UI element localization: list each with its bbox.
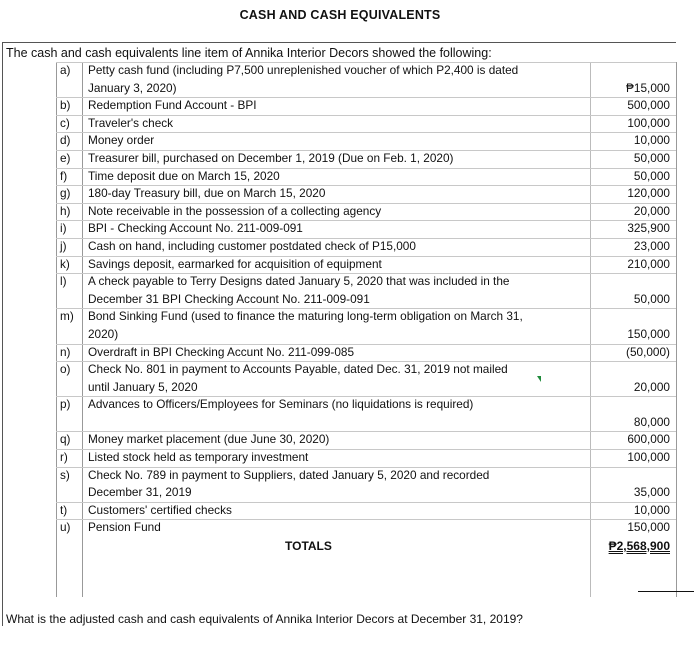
item-description: Money market placement (due June 30, 2020)	[88, 432, 330, 447]
item-amount: 50,000	[633, 168, 670, 183]
table-row	[0, 168, 676, 186]
totals-row	[0, 537, 676, 555]
item-description: Petty cash fund (including P7,500 unreplenished voucher of which P2,400 is dated January 3, 2020)	[88, 63, 519, 95]
item-label: c)	[60, 115, 70, 130]
item-description: Note receivable in the possession of a collecting agency	[88, 203, 382, 218]
item-description: 180-day Treasury bill, due on March 15, 2020	[88, 186, 326, 201]
table-row	[0, 449, 676, 467]
totals-amount: ₱2,568,900	[608, 539, 670, 554]
table-row	[0, 220, 676, 238]
table-row	[0, 361, 676, 396]
table-row	[0, 344, 676, 362]
table-row	[0, 431, 676, 449]
item-label: u)	[60, 520, 71, 535]
item-label: e)	[60, 150, 71, 165]
item-label: q)	[60, 432, 71, 447]
total-underline	[638, 591, 694, 592]
item-label: k)	[60, 256, 70, 271]
item-label: l)	[60, 274, 67, 289]
item-label: t)	[60, 502, 68, 517]
column-divider	[676, 62, 677, 597]
item-amount: 600,000	[627, 432, 670, 447]
question-text: What is the adjusted cash and cash equivalents of Annika Interior Decors at December 31, 2019?	[6, 612, 523, 626]
item-description: Pension Fund	[88, 520, 161, 535]
table-row	[0, 256, 676, 274]
item-amount: 23,000	[633, 238, 670, 253]
item-amount: (50,000)	[626, 344, 670, 359]
item-label: i)	[60, 221, 67, 236]
item-amount: ₱15,000	[626, 80, 670, 95]
table-row	[0, 502, 676, 520]
item-amount: 80,000	[633, 414, 670, 429]
item-amount: 10,000	[633, 133, 670, 148]
item-amount: 150,000	[627, 520, 670, 535]
item-description: Check No. 789 in payment to Suppliers, dated January 5, 2020 and recorded December 31, 2019	[88, 467, 490, 500]
item-description: Time deposit due on March 15, 2020	[88, 168, 280, 183]
table-row	[0, 203, 676, 221]
table-row	[0, 185, 676, 203]
intro-text: The cash and cash equivalents line item of Annika Interior Decors showed the following:	[6, 46, 492, 60]
item-amount: 100,000	[627, 450, 670, 465]
table-row	[0, 238, 676, 256]
item-description: Redemption Fund Account - BPI	[88, 98, 257, 113]
item-label: m)	[60, 309, 74, 324]
table-row	[0, 150, 676, 168]
item-amount: 100,000	[627, 115, 670, 130]
item-amount: 20,000	[633, 203, 670, 218]
item-description: Treasurer bill, purchased on December 1, 2019 (Due on Feb. 1, 2020)	[88, 150, 454, 165]
item-amount: 35,000	[633, 485, 670, 500]
item-label: p)	[60, 397, 71, 412]
item-description: Traveler's check	[88, 115, 174, 130]
table-top-border	[2, 42, 676, 43]
table-row	[0, 132, 676, 150]
item-label: h)	[60, 203, 71, 218]
table-row	[0, 396, 676, 431]
table-row	[0, 273, 676, 308]
item-label: a)	[60, 63, 71, 77]
table-row	[0, 519, 676, 537]
item-amount: 50,000	[633, 150, 670, 165]
item-description: A check payable to Terry Designs dated January 5, 2020 that was included in the December 31 BPI Checking Account No. 211-009-091	[88, 274, 510, 306]
table-row	[0, 115, 676, 133]
item-description: BPI - Checking Account No. 211-009-091	[88, 221, 303, 236]
totals-label: TOTALS	[285, 539, 332, 554]
item-label: b)	[60, 98, 71, 113]
table-row	[0, 62, 676, 97]
item-description: Customers' certified checks	[88, 502, 232, 517]
item-amount: 50,000	[633, 291, 670, 306]
item-label: o)	[60, 362, 71, 377]
item-label: j)	[60, 238, 67, 253]
item-amount: 20,000	[633, 379, 670, 394]
item-amount: 210,000	[627, 256, 670, 271]
item-amount: 500,000	[627, 98, 670, 113]
item-description: Advances to Officers/Employees for Seminars (no liquidations is required)	[88, 397, 474, 412]
item-description: Check No. 801 in payment to Accounts Payable, dated Dec. 31, 2019 not mailed until January 5, 2020	[88, 362, 508, 394]
item-amount: 150,000	[627, 326, 670, 341]
item-label: r)	[60, 450, 68, 465]
item-label: d)	[60, 133, 71, 148]
item-amount: 325,900	[627, 221, 670, 236]
item-description: Cash on hand, including customer postdated check of P15,000	[88, 238, 416, 253]
item-label: n)	[60, 344, 71, 359]
item-description: Money order	[88, 133, 155, 148]
item-description: Overdraft in BPI Checking Accunt No. 211-099-085	[88, 344, 355, 359]
item-label: g)	[60, 186, 71, 201]
item-description: Bond Sinking Fund (used to finance the maturing long-term obligation on March 31, 2020)	[88, 309, 523, 341]
item-description: Savings deposit, earmarked for acquisition of equipment	[88, 256, 382, 271]
item-amount: 10,000	[633, 502, 670, 517]
document-title: CASH AND CASH EQUIVALENTS	[239, 8, 441, 22]
item-label: s)	[60, 467, 70, 482]
table-row	[0, 97, 676, 115]
item-label: f)	[60, 168, 68, 183]
items-table	[0, 62, 676, 555]
item-amount: 120,000	[627, 186, 670, 201]
table-row	[0, 467, 676, 502]
table-row	[0, 308, 676, 343]
item-description: Listed stock held as temporary investment	[88, 450, 309, 465]
